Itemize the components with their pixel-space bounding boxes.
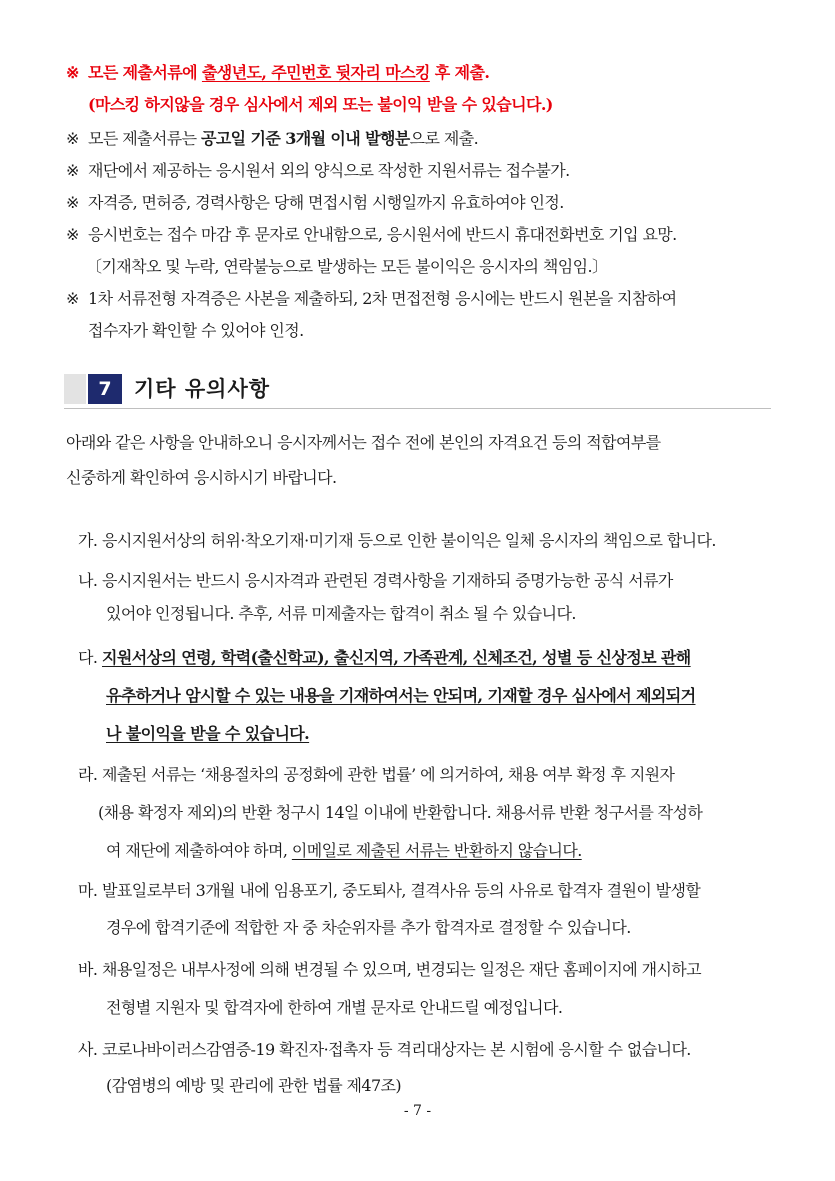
note-original-documents: ※ 1차 서류전형 자격증은 사본을 제출하되, 2차 면접전형 응시에는 반드시 원본을 지참하여 [66, 289, 677, 308]
list-item-ma: 마. 발표일로부터 3개월 내에 임용포기, 중도퇴사, 결격사유 등의 사유로 합격자 결원이 발생할 [78, 878, 700, 901]
item-label: 가. [78, 531, 98, 550]
reference-mark: ※ [66, 129, 79, 148]
reference-mark: ※ [66, 289, 79, 308]
note-form: ※ 재단에서 제공하는 응시원서 외의 양식으로 작성한 지원서류는 접수불가. [66, 161, 570, 180]
reference-mark: ※ [66, 161, 79, 180]
section-number: 7 [88, 374, 122, 404]
note-issue-date: ※ 모든 제출서류는 공고일 기준 3개월 이내 발행분으로 제출. [66, 129, 479, 148]
section-title: 기타 유의사항 [134, 377, 271, 401]
issue-date-emphasis: 공고일 기준 3개월 이내 발행분 [200, 129, 410, 148]
item-label: 사. [78, 1040, 98, 1059]
list-item-ba: 바. 채용일정은 내부사정에 의해 변경될 수 있으며, 변경되는 일정은 재단 홈페이지에 개시하고 [78, 957, 701, 980]
list-item-na: 나. 응시지원서는 반드시 응시자격과 관련된 경력사항을 기재하되 증명가능한 공식 서류가 [78, 568, 673, 591]
section-header [64, 368, 771, 409]
note-applicant-number: ※ 응시번호는 접수 마감 후 문자로 안내함으로, 응시원서에 반드시 휴대전화번호 기입 요망. [66, 225, 677, 244]
list-item-ba-cont: 전형별 지원자 및 합격자에 한하여 개별 문자로 안내드릴 예정입니다. [106, 998, 563, 1017]
item-label: 다. [78, 648, 98, 667]
item-label: 바. [78, 960, 98, 979]
item-label: 나. [78, 571, 98, 590]
list-item-ra-cont: (채용 확정자 제외)의 반환 청구시 14일 이내에 반환합니다. 채용서류 반환 청구서를 작성하 [98, 803, 703, 822]
intro-line: 아래와 같은 사항을 안내하오니 응시자께서는 접수 전에 본인의 자격요건 등의 적합여부를 [66, 433, 661, 452]
list-item-da-cont: 나 불이익을 받을 수 있습니다. [106, 724, 310, 743]
list-item-ra-cont: 여 재단에 제출하여야 하며, 이메일로 제출된 서류는 반환하지 않습니다. [106, 841, 582, 860]
page-number: - 7 - [403, 1103, 432, 1119]
note-masking: ※ 모든 제출서류에 출생년도, 주민번호 뒷자리 마스킹 후 제출. [66, 63, 490, 82]
item-label: 라. [78, 765, 98, 784]
reference-mark: ※ [66, 193, 79, 212]
list-item-ma-cont: 경우에 합격기준에 적합한 자 중 차순위자를 추가 합격자로 결정할 수 있습니다. [106, 918, 631, 937]
note-certificates: ※ 자격증, 면허증, 경력사항은 당해 면접시험 시행일까지 유효하여야 인정. [66, 193, 564, 212]
email-notice: 이메일로 제출된 서류는 반환하지 않습니다. [291, 841, 582, 860]
list-item-sa: 사. 코로나바이러스감염증-19 확진자·접촉자 등 격리대상자는 본 시험에 응시할 수 없습니다. [78, 1037, 691, 1060]
list-item-na-cont: 있어야 인정됩니다. 추후, 서류 미제출자는 합격이 취소 될 수 있습니다. [106, 604, 576, 623]
reference-mark: ※ [66, 63, 79, 82]
list-item-ga: 가. 응시지원서상의 허위·착오기재·미기재 등으로 인한 불이익은 일체 응시자의 책임으로 합니다. [78, 528, 716, 551]
note-original-documents-cont: 접수자가 확인할 수 있어야 인정. [88, 321, 304, 340]
intro-line: 신중하게 확인하여 응시하시기 바랍니다. [66, 468, 337, 487]
note-masking-warning: (마스킹 하지않을 경우 심사에서 제외 또는 불이익 받을 수 있습니다.) [88, 95, 553, 114]
list-item-ra: 라. 제출된 서류는 ‘채용절차의 공정화에 관한 법률’ 에 의거하여, 채용 여부 확정 후 지원자 [78, 762, 674, 785]
reference-mark: ※ [66, 225, 79, 244]
masking-emphasis: 출생년도, 주민번호 뒷자리 마스킹 [201, 63, 430, 82]
list-item-da: 다. 지원서상의 연령, 학력(출신학교), 출신지역, 가족관계, 신체조건, 성별 등 신상정보 관해 [78, 645, 691, 668]
section-band [64, 374, 86, 404]
list-item-da-cont: 유추하거나 암시할 수 있는 내용을 기재하여서는 안되며, 기재할 경우 심사에서 제외되거 [106, 686, 696, 705]
list-item-sa-cont: (감염병의 예방 및 관리에 관한 법률 제47조) [106, 1076, 402, 1095]
note-responsibility: 〔기재착오 및 누락, 연락불능으로 발생하는 모든 불이익은 응시자의 책임임.〕 [86, 257, 608, 276]
item-label: 마. [78, 881, 98, 900]
